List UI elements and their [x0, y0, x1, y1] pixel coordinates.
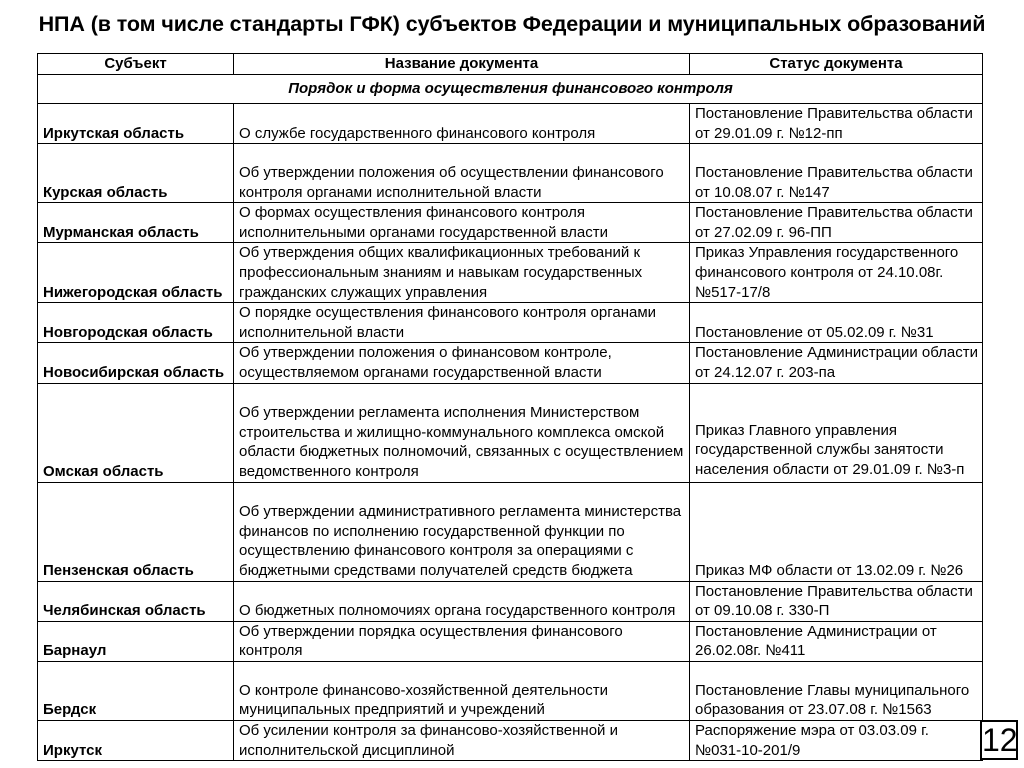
row-document: Об утверждении положения об осуществлении финансового контроля органами исполнительной власти [234, 144, 690, 203]
table-row [38, 243, 983, 303]
row-document: О формах осуществления финансового контроля исполнительными органами государственной власти [234, 203, 690, 243]
row-document: О службе государственного финансового контроля [234, 104, 690, 144]
row-status: Постановление от 05.02.09 г. №31 [690, 303, 983, 343]
row-status: Распоряжение мэра от 03.03.09 г. №031-10-201/9 [690, 720, 983, 760]
row-status: Постановление Администрации от 26.02.08г. №411 [690, 621, 983, 661]
column-header-subject: Субъект [38, 54, 234, 75]
table-row [38, 720, 983, 760]
row-status: Постановление Правительства области от 09.10.08 г. 330-П [690, 581, 983, 621]
row-status: Постановление Правительства области от 10.08.07 г. №147 [690, 144, 983, 203]
row-document: Об утверждении административного регламента министерства финансов по исполнению государственной функции по осуществлению финансового контроля за операциями с бюджетными средствами получателей средств бюджета [234, 482, 690, 581]
row-document: Об утверждения общих квалификационных требований к профессиональным знаниям и навыкам государственных гражданских служащих управления [234, 243, 690, 303]
table-row [38, 203, 983, 243]
row-status: Приказ Главного управления государственной службы занятости населения области от 29.01.09 г. №3-п [690, 383, 983, 482]
column-header-document: Название документа [234, 54, 690, 75]
row-subject: Омская область [38, 383, 234, 482]
row-status: Приказ МФ области от 13.02.09 г. №26 [690, 482, 983, 581]
row-status: Постановление Главы муниципального образования от 23.07.08 г. №1563 [690, 661, 983, 720]
row-subject: Барнаул [38, 621, 234, 661]
row-subject: Бердск [38, 661, 234, 720]
column-header-status: Статус документа [690, 54, 983, 75]
page-number: 12 [982, 722, 1018, 758]
section-title: Порядок и форма осуществления финансового контроля [38, 75, 983, 104]
row-document: Об утверждении регламента исполнения Министерством строительства и жилищно-коммунального комплекса омской области бюджетных полномочий, связанных с осуществлением ведомственного контроля [234, 383, 690, 482]
row-document: Об утверждении положения о финансовом контроле, осуществляемом органами государственной власти [234, 343, 690, 383]
table-row [38, 621, 983, 661]
table-row [38, 383, 983, 482]
row-document: Об усилении контроля за финансово-хозяйственной и исполнительской дисциплиной [234, 720, 690, 760]
row-subject: Новгородская область [38, 303, 234, 343]
row-subject: Челябинская область [38, 581, 234, 621]
row-status: Приказ Управления государственного финансового контроля от 24.10.08г. №517-17/8 [690, 243, 983, 303]
row-subject: Мурманская область [38, 203, 234, 243]
row-document: Об утверждении порядка осуществления финансового контроля [234, 621, 690, 661]
row-subject: Иркутская область [38, 104, 234, 144]
page-title: НПА (в том числе стандарты ГФК) субъектов Федерации и муниципальных образований [38, 12, 986, 36]
row-status: Постановление Правительства области от 29.01.09 г. №12-пп [690, 104, 983, 144]
row-subject: Новосибирская область [38, 343, 234, 383]
row-subject: Пензенская область [38, 482, 234, 581]
table-row [38, 581, 983, 621]
row-status: Постановление Правительства области от 27.02.09 г. 96-ПП [690, 203, 983, 243]
table-row [38, 343, 983, 383]
row-subject: Нижегородская область [38, 243, 234, 303]
npa-table [37, 53, 983, 761]
row-subject: Курская область [38, 144, 234, 203]
row-status: Постановление Администрации области от 24.12.07 г. 203-па [690, 343, 983, 383]
table-row [38, 144, 983, 203]
row-document: О контроле финансово-хозяйственной деятельности муниципальных предприятий и учреждений [234, 661, 690, 720]
table-header-row [38, 54, 983, 75]
table-row [38, 303, 983, 343]
table-row [38, 482, 983, 581]
table-row [38, 661, 983, 720]
table-row [38, 104, 983, 144]
row-document: О бюджетных полномочиях органа государственного контроля [234, 581, 690, 621]
row-subject: Иркутск [38, 720, 234, 760]
row-document: О порядке осуществления финансового контроля органами исполнительной власти [234, 303, 690, 343]
section-row [38, 75, 983, 104]
